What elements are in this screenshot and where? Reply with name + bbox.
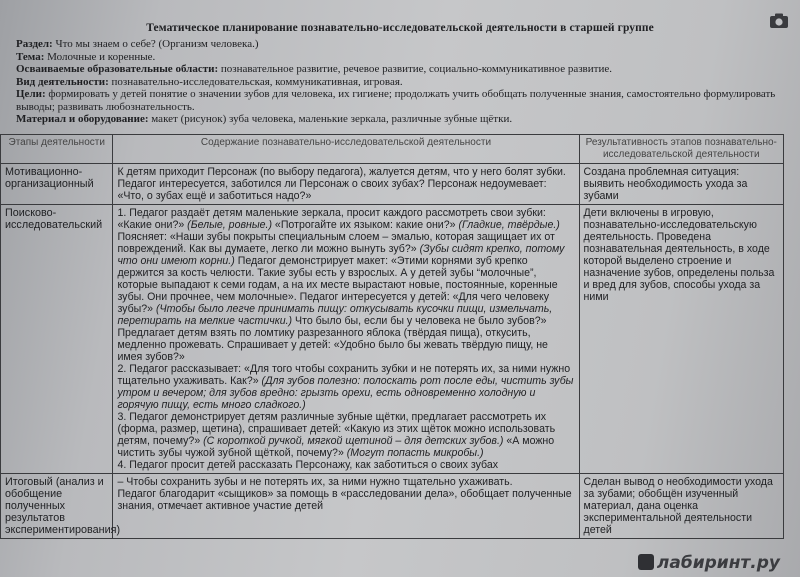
planning-table	[0, 134, 784, 539]
answer-italic-text: (Чтобы было легче принимать пищу: откусывать кусочки пищи, измельчать, перетирать на мелкие частички.)	[117, 303, 553, 327]
meta-activity: Вид деятельности: познавательно-исследовательская, коммуникативная, игровая.	[16, 75, 403, 88]
content-cell: – Чтобы сохранить зубы и не потерять их, за ними нужно тщательно ухаживать. Педагог благодарит «сыщиков» за помощь в «расследовании дела», обобщает полученные знания, отмечает активное участие детей	[113, 474, 579, 539]
header-stages: Этапы деятельности	[1, 135, 113, 164]
result-cell: Дети включены в игровую, познавательно-исследовательскую деятельность. Проведена познавательная деятельность, в ходе которой выделено строение и назначение зубов, определены польза и вред для зубов, способы ухода за ними	[579, 205, 783, 474]
stage-cell: Поисково-исследовательский	[1, 205, 113, 474]
meta-section: Раздел: Что мы знаем о себе? (Организм человека.)	[16, 38, 259, 50]
table-header-row	[1, 135, 784, 164]
content-text: Что было бы, если бы у человека не было зубов?» Предлагает детям взять по ломтику разрезанного яблока (твёрдая пища), откусить, медленно прожевать. Спрашивает у детей: «Удобно было бы жевать твёрдую пищу, не имея зубов?»	[117, 315, 548, 363]
meta-topic: Тема: Молочные и коренные.	[16, 50, 156, 63]
table-row	[1, 474, 784, 539]
content-cell	[113, 205, 579, 474]
content-text: «Потрогайте их языком: какие они?»	[271, 219, 459, 231]
content-text: Педагог демонстрирует макет: «Этими корнями зуб крепко держится за кость челюсти. Такие зубы есть у взрослых. А у детей зубы “молочные”, которые выпадают к семи годам, а на их месте вырастают новые, постоянные, коренные зубы. Они прочнее, чем молочные». Педагог интересуется у детей: «Для чего человеку зубы?»	[117, 255, 558, 315]
content-text: 3. Педагог демонстрирует детям различные зубные щётки, предлагает рассмотреть их (форма, размер, щетина), спрашивает детей: «Какую из этих щёток можно использовать детям, почему?»	[117, 411, 556, 447]
meta-areas: Осваиваемые образовательные области: познавательное развитие, речевое развитие, социально-коммуникативное развитие.	[16, 63, 612, 75]
content-text: Поясняет: «Наши зубы покрыты специальным слоем – эмалью, которая защищает их от повреждений. Как вы думаете, легко ли можно вынуть зуб?»	[117, 231, 555, 255]
result-cell: Сделан вывод о необходимости ухода за зубами; обобщён изученный материал, дана оценка экспериментальной деятельности детей	[579, 474, 783, 539]
content-text: 4. Педагог просит детей рассказать Персонажу, как заботиться о своих зубах	[117, 459, 499, 471]
labirint-logo-icon	[638, 554, 654, 570]
answer-italic-text: (Зубы сидят крепко, потому что они имеют корни.)	[117, 243, 565, 267]
content-text: «А можно чистить зубы чужой зубной щёткой, почему?»	[117, 435, 555, 459]
answer-italic-text: (Белые, ровные.)	[187, 219, 272, 231]
content-text: 1. Педагог раздаёт детям маленькие зеркала, просит каждого рассмотреть свои зубки: «Какие они?»	[117, 207, 546, 231]
table-row	[1, 164, 784, 205]
answer-italic-text: (С короткой ручкой, мягкой щетиной – для детских зубов.)	[203, 435, 504, 447]
result-cell: Создана проблемная ситуация: выявить необходимость ухода за зубами	[579, 164, 783, 205]
meta-materials: Материал и оборудование: макет (рисунок) зуба человека, маленькие зеркала, различные зубные щётки.	[16, 113, 513, 125]
meta-block	[16, 38, 784, 126]
document-title: Тематическое планирование познавательно-исследовательской деятельности в старшей группе	[146, 22, 654, 34]
stage-cell: Итоговый (анализ и обобщение полученных результатов экспериментирования)	[1, 474, 113, 539]
watermark: лабиринт.ру	[638, 553, 780, 573]
header-result: Результативность этапов познавательно-исследовательской деятельности	[579, 135, 783, 164]
content-cell: К детям приходит Персонаж (по выбору педагога), жалуется детям, что у него болят зубки. Педагог интересуется, заботился ли Персонаж о своих зубах? Персонаж недоумевает: «Что, о зубах ещё и заботиться надо?»	[113, 164, 579, 205]
content-text: 2. Педагог рассказывает: «Для того чтобы сохранить зубки и не потерять их, за ними нужно тщательно ухаживать. Как?»	[117, 363, 571, 387]
stage-cell: Мотивационно-организационный	[1, 164, 113, 205]
answer-italic-text: (Могут попасть микробы.)	[346, 447, 484, 459]
table-row	[1, 205, 784, 474]
answer-italic-text: (Гладкие, твёрдые.)	[458, 219, 560, 231]
header-content: Содержание познавательно-исследовательской деятельности	[113, 135, 579, 164]
answer-italic-text: (Для зубов полезно: полоскать рот после еды, чистить зубы утром и вечером; для зубов вредно: грызть орехи, есть одновременно холодную и горячую пищу, есть много сладкого.)	[117, 375, 574, 411]
meta-goals: Цели: формировать у детей понятие о значении зубов для человека, их гигиене; продолжать учить обобщать полученные знания, самостоятельно формулировать выводы; развивать любознательность.	[16, 88, 776, 113]
